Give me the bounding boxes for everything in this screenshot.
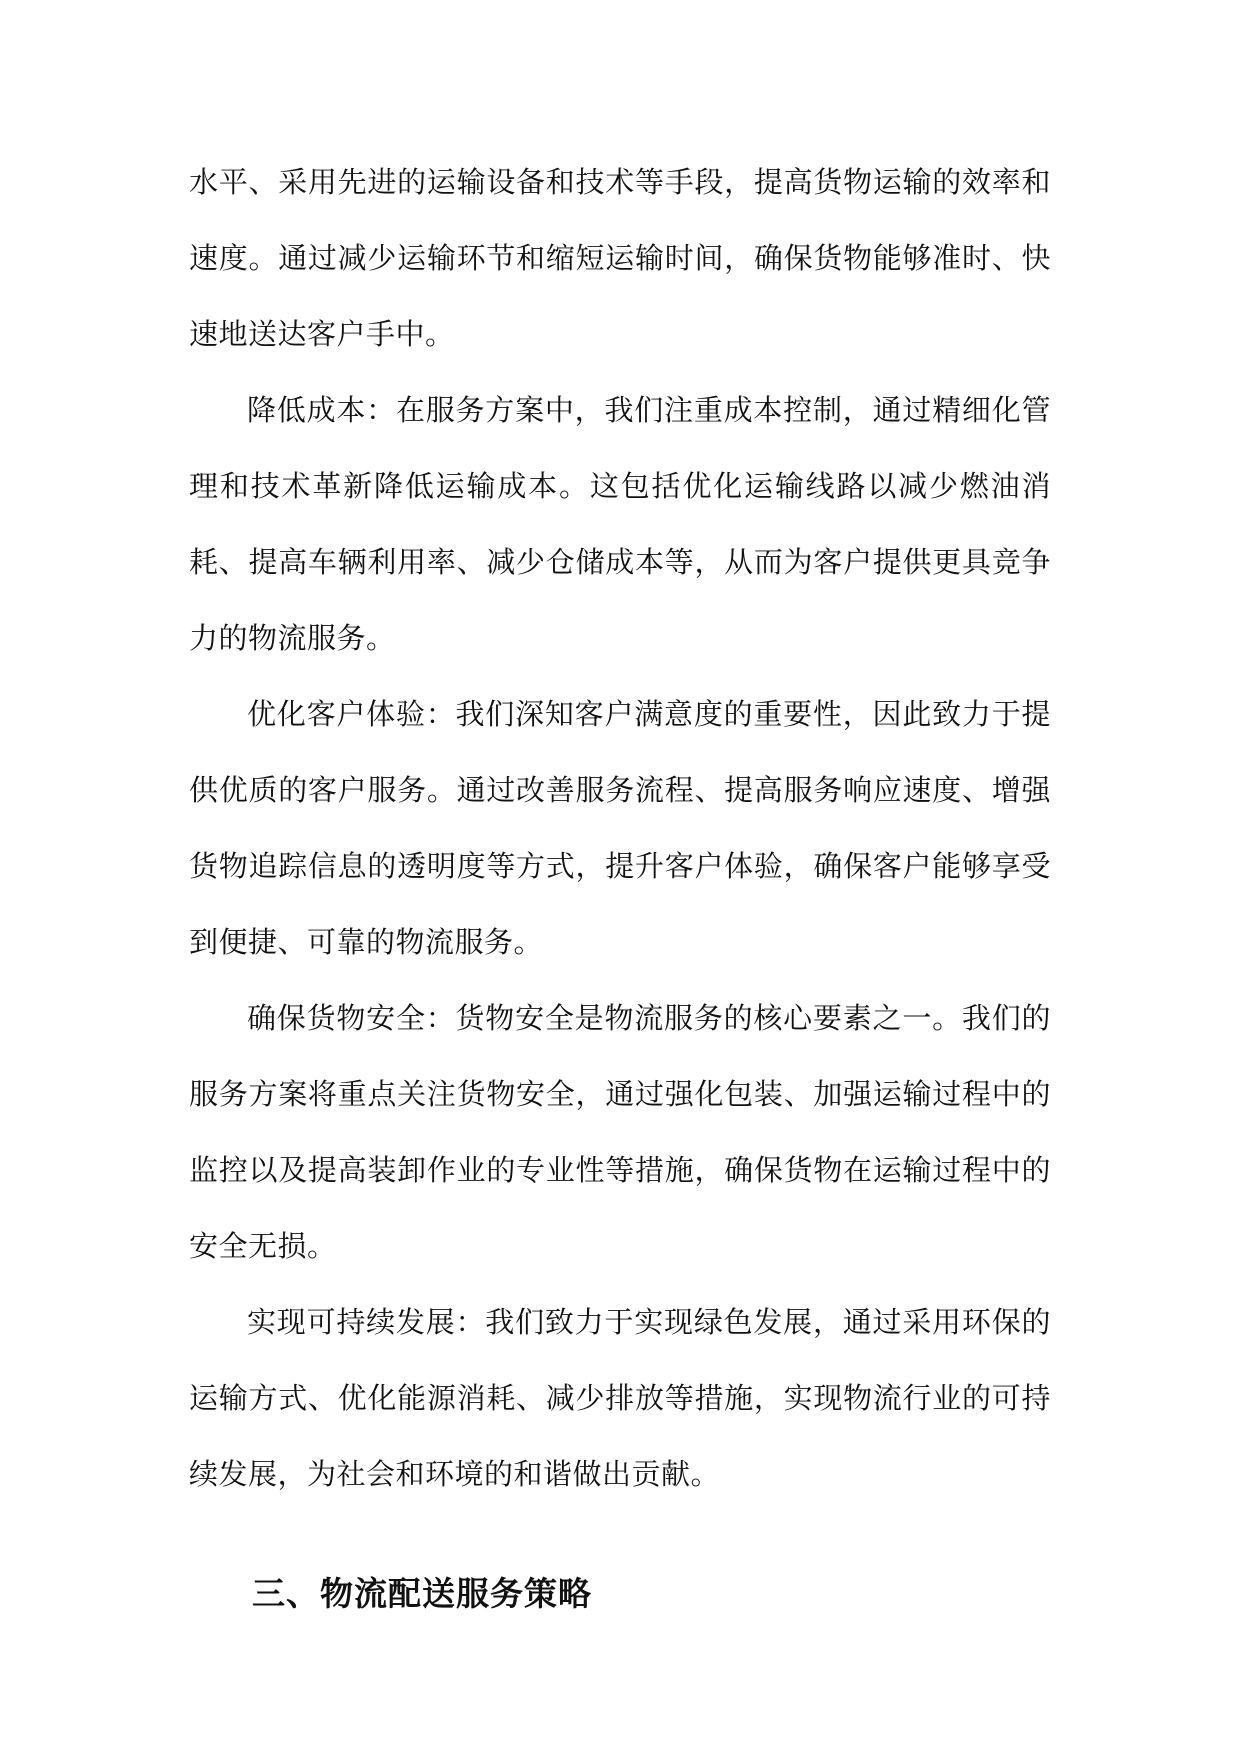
section-heading: 三、物流配送服务策略: [252, 1574, 592, 1613]
paragraph-continuation: 水平、采用先进的运输设备和技术等手段，提高货物运输的效率和速度。通过减少运输环节和缩短运输时间，确保货物能够准时、快速地送达客户手中。: [189, 165, 1051, 351]
paragraph-cargo-safety: 确保货物安全：货物安全是物流服务的核心要素之一。我们的服务方案将重点关注货物安全，通过强化包装、加强运输过程中的监控以及提高装卸作业的专业性等措施，确保货物在运输过程中的安全无损。: [189, 1001, 1051, 1263]
paragraph-customer-experience: 优化客户体验：我们深知客户满意度的重要性，因此致力于提供优质的客户服务。通过改善服务流程、提高服务响应速度、增强货物追踪信息的透明度等方式，提升客户体验，确保客户能够享受到便捷、可靠的物流服务。: [189, 697, 1051, 959]
paragraph-sustainability: 实现可持续发展：我们致力于实现绿色发展，通过采用环保的运输方式、优化能源消耗、减少排放等措施，实现物流行业的可持续发展，为社会和环境的和谐做出贡献。: [189, 1305, 1051, 1491]
paragraph-reduce-cost: 降低成本：在服务方案中，我们注重成本控制，通过精细化管理和技术革新降低运输成本。这包括优化运输线路以减少燃油消耗、提高车辆利用率、减少仓储成本等，从而为客户提供更具竞争力的物流服务。: [189, 393, 1051, 655]
document-body: [189, 144, 1051, 1512]
